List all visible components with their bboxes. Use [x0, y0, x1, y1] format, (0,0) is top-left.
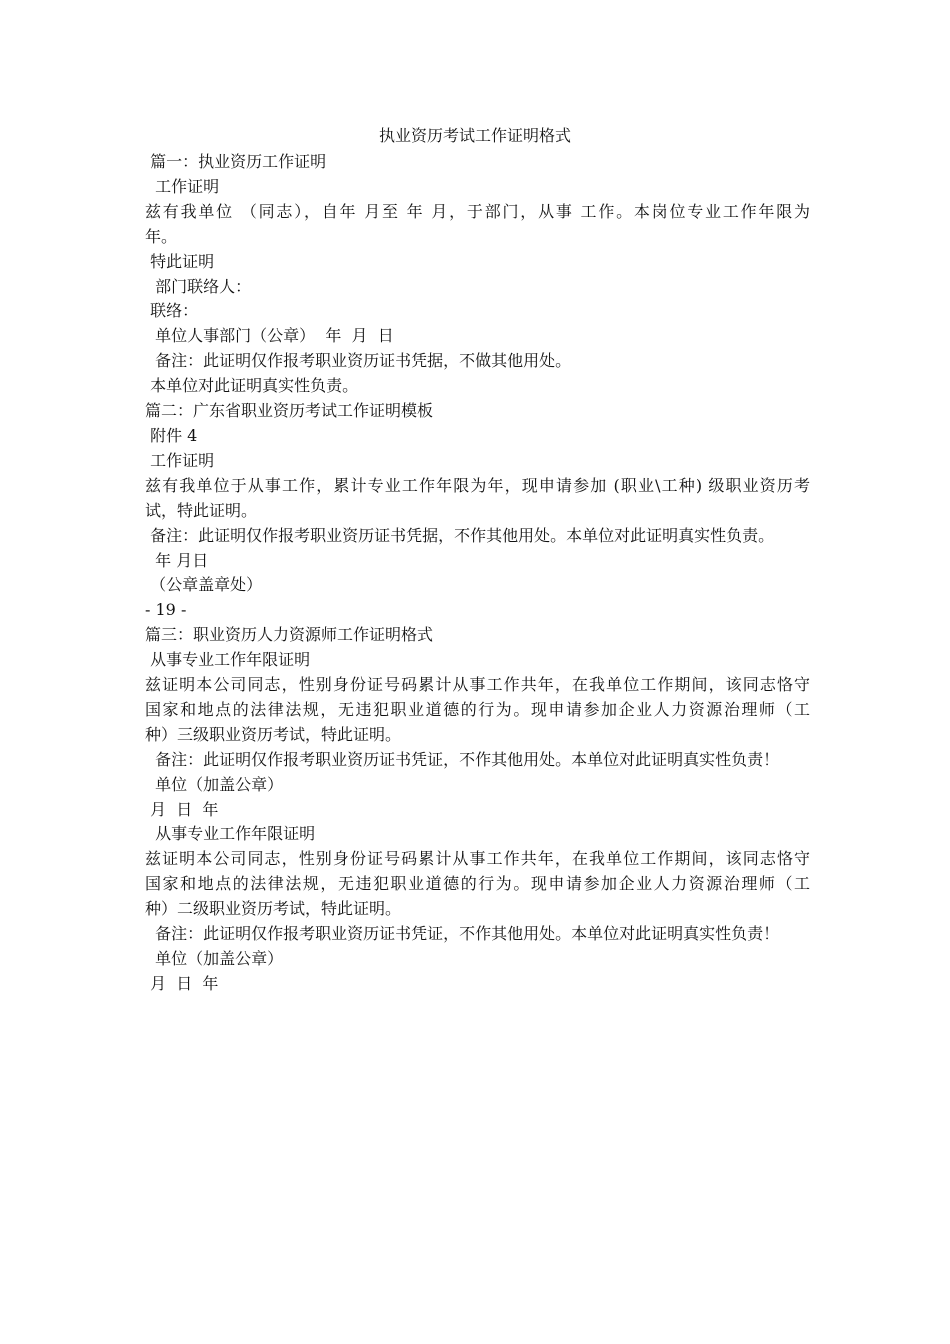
document-line: 本单位对此证明真实性负责。 [145, 376, 359, 396]
document-title: 执业资历考试工作证明格式 [378, 126, 571, 145]
document-line: 种）二级职业资历考试，特此证明。 [145, 899, 402, 919]
document-line: 国家和地点的法律法规，无违犯职业道德的行为。现申请参加企业人力资源治理师（工 [145, 874, 810, 894]
document-line: 联络： [145, 301, 199, 321]
document-line: 年。 [145, 226, 178, 246]
document-line: 单位（加盖公章） [145, 949, 284, 968]
document-line: 备注：此证明仅作报考职业资历证书凭证，不作其他用处。本单位对此证明真实性负责！ [145, 924, 780, 944]
document-line: 兹有我单位 （同志），自年 月至 年 月，于部门，从事 工作。本岗位专业工作年限为 [145, 201, 810, 221]
document-line: 国家和地点的法律法规，无违犯职业道德的行为。现申请参加企业人力资源治理师（工 [145, 699, 810, 719]
document-line: 从事专业工作年限证明 [145, 650, 311, 670]
document-line: 部门联络人： [145, 276, 252, 296]
document-line: 单位人事部门（公章） 年 月 日 [145, 326, 394, 346]
document-line: 兹有我单位于从事工作，累计专业工作年限为年，现申请参加 (职业\工种) 级职业资历考 [145, 475, 810, 495]
document-line: 试，特此证明。 [145, 500, 258, 520]
document-line: 备注：此证明仅作报考职业资历证书凭证，不作其他用处。本单位对此证明真实性负责！ [145, 749, 780, 769]
document-line: 年 月日 [145, 550, 209, 570]
document-line: 兹证明本公司同志，性别身份证号码累计从事工作共年，在我单位工作期间，该同志恪守 [145, 675, 810, 695]
document-body [145, 150, 810, 997]
document-line: 月 日 年 [145, 799, 219, 819]
document-line: 种）三级职业资历考试，特此证明。 [145, 724, 402, 744]
document-line: 备注：此证明仅作报考职业资历证书凭据，不做其他用处。 [145, 351, 572, 371]
document-line: （公章盖章处） [145, 575, 263, 595]
document-line: 工作证明 [145, 176, 220, 196]
document-line: 备注：此证明仅作报考职业资历证书凭据，不作其他用处。本单位对此证明真实性负责。 [145, 525, 775, 545]
document-line: 篇二：广东省职业资历考试工作证明模板 [145, 401, 434, 421]
document-line: 工作证明 [145, 450, 215, 470]
document-line: 从事专业工作年限证明 [145, 824, 316, 844]
document-line: 月 日 年 [145, 973, 219, 993]
document-line: 特此证明 [145, 251, 215, 271]
document-line: 单位（加盖公章） [145, 774, 284, 794]
document-line: 兹证明本公司同志，性别身份证号码累计从事工作共年，在我单位工作期间，该同志恪守 [145, 849, 810, 869]
document-line: 篇三：职业资历人力资源师工作证明格式 [145, 625, 434, 645]
document-line: - 19 - [145, 600, 187, 620]
document-line: 附件 4 [145, 425, 198, 445]
document-line: 篇一：执业资历工作证明 [145, 152, 327, 171]
